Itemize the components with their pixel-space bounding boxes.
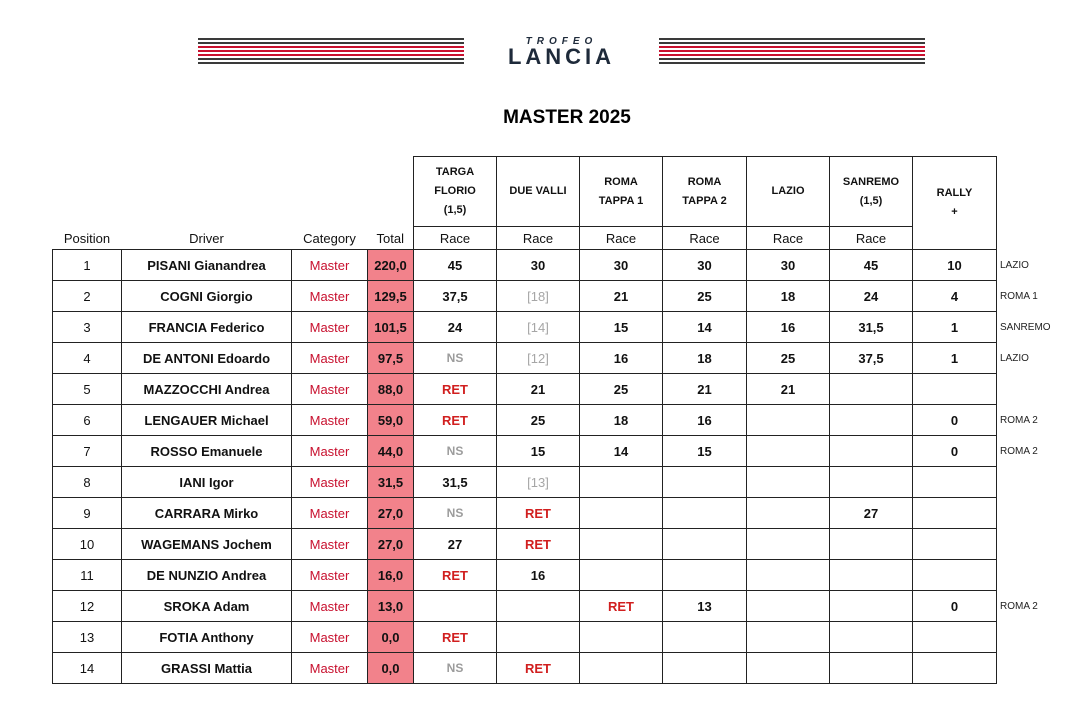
race-header-roma-tappa-1 [580, 157, 663, 227]
header-spacer [292, 157, 368, 227]
category-cell: Master [292, 343, 368, 374]
race-header-due-valli [497, 157, 580, 227]
rally-note [997, 622, 1057, 653]
table-row [53, 281, 1057, 312]
header-spacer [122, 157, 292, 227]
result-cell: 45 [414, 250, 497, 281]
result-cell [414, 591, 497, 622]
result-cell: 25 [580, 374, 663, 405]
driver-cell: COGNI Giorgio [122, 281, 292, 312]
header-spacer [997, 157, 1057, 227]
result-cell [830, 622, 913, 653]
result-cell: RET [497, 529, 580, 560]
result-cell [830, 436, 913, 467]
result-cell: 24 [830, 281, 913, 312]
column-header-driver: Driver [189, 231, 224, 246]
position-cell: 2 [53, 281, 122, 312]
category-cell: Master [292, 560, 368, 591]
position-cell: 10 [53, 529, 122, 560]
total-cell: 59,0 [368, 405, 414, 436]
position-cell: 14 [53, 653, 122, 684]
table-row [53, 467, 1057, 498]
rally-cell [913, 374, 997, 405]
category-cell: Master [292, 622, 368, 653]
rally-note [997, 467, 1057, 498]
race-header-sanremo [830, 157, 913, 227]
table-row [53, 405, 1057, 436]
driver-cell: ROSSO Emanuele [122, 436, 292, 467]
category-cell: Master [292, 591, 368, 622]
category-cell: Master [292, 498, 368, 529]
header-spacer [997, 227, 1057, 250]
table-row [53, 529, 1057, 560]
position-cell: 5 [53, 374, 122, 405]
driver-cell: DE ANTONI Edoardo [122, 343, 292, 374]
result-cell [830, 529, 913, 560]
result-cell: 30 [747, 250, 830, 281]
race-type-label: Race [414, 227, 497, 250]
result-cell: 37,5 [414, 281, 497, 312]
rally-cell [913, 622, 997, 653]
position-cell: 8 [53, 467, 122, 498]
rally-note [997, 529, 1057, 560]
total-cell: 44,0 [368, 436, 414, 467]
total-cell: 88,0 [368, 374, 414, 405]
rally-note [997, 498, 1057, 529]
result-cell: RET [414, 622, 497, 653]
rally-title-line: RALLY [936, 187, 973, 199]
result-cell [580, 622, 663, 653]
result-cell [747, 467, 830, 498]
rally-note [997, 653, 1057, 684]
position-cell: 11 [53, 560, 122, 591]
result-cell: 15 [580, 312, 663, 343]
header-spacer [368, 157, 414, 227]
driver-cell: SROKA Adam [122, 591, 292, 622]
page-title: MASTER 2025 [503, 107, 631, 128]
result-cell: 24 [414, 312, 497, 343]
table-row [53, 312, 1057, 343]
result-cell [663, 467, 747, 498]
result-cell: 16 [497, 560, 580, 591]
rally-cell: 10 [913, 250, 997, 281]
logo-stripe [198, 38, 464, 40]
table-row [53, 591, 1057, 622]
table-row [53, 374, 1057, 405]
result-cell: [14] [497, 312, 580, 343]
result-cell [580, 529, 663, 560]
table-row [53, 250, 1057, 281]
result-cell: [12] [497, 343, 580, 374]
driver-cell: DE NUNZIO Andrea [122, 560, 292, 591]
category-cell: Master [292, 281, 368, 312]
result-cell: 15 [663, 436, 747, 467]
race-title-line: SANREMO [842, 175, 900, 188]
driver-cell: IANI Igor [122, 467, 292, 498]
rally-note [997, 560, 1057, 591]
rally-cell [913, 529, 997, 560]
result-cell: 16 [747, 312, 830, 343]
result-cell [663, 498, 747, 529]
result-cell: 13 [663, 591, 747, 622]
result-cell: RET [414, 405, 497, 436]
result-cell: 21 [497, 374, 580, 405]
logo-stripe [198, 62, 464, 64]
driver-cell: CARRARA Mirko [122, 498, 292, 529]
race-type-label: Race [580, 227, 663, 250]
total-cell: 97,5 [368, 343, 414, 374]
category-cell: Master [292, 467, 368, 498]
rally-cell: 1 [913, 343, 997, 374]
driver-cell: MAZZOCCHI Andrea [122, 374, 292, 405]
header-spacer [53, 157, 122, 227]
position-cell: 4 [53, 343, 122, 374]
logo-stripe [659, 54, 925, 56]
rally-cell [913, 653, 997, 684]
result-cell [663, 622, 747, 653]
result-cell [747, 498, 830, 529]
category-cell: Master [292, 653, 368, 684]
table-row [53, 343, 1057, 374]
result-cell [747, 622, 830, 653]
result-cell: 21 [580, 281, 663, 312]
rally-cell: 1 [913, 312, 997, 343]
driver-cell: FRANCIA Federico [122, 312, 292, 343]
column-header-row [53, 227, 1057, 250]
result-cell: 18 [663, 343, 747, 374]
column-header-total: Total [376, 231, 404, 246]
result-cell: NS [414, 498, 497, 529]
driver-cell: WAGEMANS Jochem [122, 529, 292, 560]
logo-stripe [659, 38, 925, 40]
table-row [53, 560, 1057, 591]
result-cell: 25 [497, 405, 580, 436]
result-cell [747, 529, 830, 560]
result-cell: [18] [497, 281, 580, 312]
total-cell: 13,0 [368, 591, 414, 622]
rally-note: SANREMO [1000, 321, 1051, 333]
category-cell: Master [292, 436, 368, 467]
total-cell: 31,5 [368, 467, 414, 498]
driver-cell: GRASSI Mattia [122, 653, 292, 684]
result-cell: 16 [580, 343, 663, 374]
category-cell: Master [292, 312, 368, 343]
race-title-line: (1,5) [443, 204, 467, 216]
logo-stripe [198, 50, 464, 52]
rally-cell [913, 467, 997, 498]
position-cell: 6 [53, 405, 122, 436]
result-cell: 14 [663, 312, 747, 343]
rally-header [913, 157, 997, 250]
result-cell: RET [580, 591, 663, 622]
logo-stripes-left [198, 38, 464, 66]
position-cell: 3 [53, 312, 122, 343]
race-title-line: TAPPA 2 [682, 194, 727, 207]
result-cell [747, 653, 830, 684]
result-cell: 37,5 [830, 343, 913, 374]
race-title-line: TARGA [435, 166, 475, 178]
table-row [53, 498, 1057, 529]
race-header-lazio [747, 157, 830, 227]
result-cell: 25 [747, 343, 830, 374]
race-header-targa-florio [414, 157, 497, 227]
logo-main-text: LANCIA [507, 44, 616, 69]
result-cell [830, 560, 913, 591]
total-cell: 220,0 [368, 250, 414, 281]
total-cell: 129,5 [368, 281, 414, 312]
logo-stripe [198, 42, 464, 44]
race-title-line: ROMA [687, 175, 722, 188]
category-cell: Master [292, 405, 368, 436]
result-cell [663, 653, 747, 684]
total-cell: 16,0 [368, 560, 414, 591]
result-cell: 15 [497, 436, 580, 467]
logo-stripe [659, 62, 925, 64]
result-cell: 16 [663, 405, 747, 436]
result-cell: 30 [580, 250, 663, 281]
total-cell: 0,0 [368, 622, 414, 653]
standings-body [53, 157, 1057, 684]
race-type-label: Race [497, 227, 580, 250]
result-cell [663, 560, 747, 591]
total-cell: 0,0 [368, 653, 414, 684]
category-cell: Master [292, 250, 368, 281]
race-type-label: Race [747, 227, 830, 250]
rally-note: ROMA 1 [1000, 290, 1038, 302]
race-type-label: Race [663, 227, 747, 250]
result-cell: 45 [830, 250, 913, 281]
position-cell: 9 [53, 498, 122, 529]
position-cell: 7 [53, 436, 122, 467]
rally-cell: 0 [913, 436, 997, 467]
race-title-line: TAPPA 1 [598, 194, 644, 207]
position-cell: 1 [53, 250, 122, 281]
result-cell [830, 467, 913, 498]
result-cell [747, 560, 830, 591]
column-header-category: Category [303, 231, 356, 246]
result-cell: 25 [663, 281, 747, 312]
driver-cell: FOTIA Anthony [122, 622, 292, 653]
logo-stripe [659, 46, 925, 48]
standings-table [52, 156, 1057, 684]
result-cell: 27 [830, 498, 913, 529]
result-cell: NS [414, 343, 497, 374]
result-cell [663, 529, 747, 560]
result-cell: 18 [580, 405, 663, 436]
rally-title-line: + [951, 206, 958, 218]
rally-cell [913, 560, 997, 591]
result-cell: 21 [747, 374, 830, 405]
position-cell: 12 [53, 591, 122, 622]
result-cell: 27 [414, 529, 497, 560]
race-type-label: Race [830, 227, 913, 250]
logo-stripes-right [659, 38, 925, 66]
result-cell: 14 [580, 436, 663, 467]
race-title-line: LAZIO [771, 185, 805, 197]
driver-cell: LENGAUER Michael [122, 405, 292, 436]
total-cell: 27,0 [368, 498, 414, 529]
rally-note: ROMA 2 [1000, 414, 1038, 426]
result-cell: 30 [497, 250, 580, 281]
race-header-row [53, 157, 1057, 227]
result-cell: RET [414, 560, 497, 591]
result-cell: 31,5 [414, 467, 497, 498]
rally-cell: 0 [913, 591, 997, 622]
rally-note [997, 374, 1057, 405]
result-cell: 18 [747, 281, 830, 312]
race-title-line: FLORIO [434, 185, 476, 197]
result-cell: RET [497, 653, 580, 684]
result-cell: RET [414, 374, 497, 405]
logo-stripe [659, 58, 925, 60]
result-cell [747, 436, 830, 467]
result-cell [580, 653, 663, 684]
driver-cell: PISANI Gianandrea [122, 250, 292, 281]
position-cell: 13 [53, 622, 122, 653]
category-cell: Master [292, 374, 368, 405]
race-title-line: (1,5) [859, 194, 883, 207]
result-cell: 30 [663, 250, 747, 281]
result-cell [747, 405, 830, 436]
race-header-roma-tappa-2 [663, 157, 747, 227]
race-title-line: DUE VALLI [509, 185, 567, 197]
result-cell [830, 591, 913, 622]
rally-note: LAZIO [1000, 259, 1029, 271]
result-cell [497, 622, 580, 653]
category-cell: Master [292, 529, 368, 560]
result-cell: [13] [497, 467, 580, 498]
logo-stripe [659, 50, 925, 52]
result-cell [830, 405, 913, 436]
result-cell: RET [497, 498, 580, 529]
total-cell: 101,5 [368, 312, 414, 343]
trofeo-lancia-logo [198, 36, 925, 72]
result-cell [830, 653, 913, 684]
rally-cell: 4 [913, 281, 997, 312]
rally-note: ROMA 2 [1000, 600, 1038, 612]
logo-stripe [659, 42, 925, 44]
result-cell [580, 560, 663, 591]
table-row [53, 436, 1057, 467]
rally-note: LAZIO [1000, 352, 1029, 364]
result-cell [747, 591, 830, 622]
column-header-position: Position [63, 231, 111, 246]
result-cell [580, 467, 663, 498]
rally-note: ROMA 2 [1000, 445, 1038, 457]
result-cell [830, 374, 913, 405]
table-row [53, 653, 1057, 684]
race-title-line: ROMA [604, 175, 638, 188]
table-row [53, 622, 1057, 653]
rally-cell [913, 498, 997, 529]
total-cell: 27,0 [368, 529, 414, 560]
result-cell: NS [414, 436, 497, 467]
rally-cell: 0 [913, 405, 997, 436]
result-cell: NS [414, 653, 497, 684]
logo-stripe [198, 58, 464, 60]
result-cell: 21 [663, 374, 747, 405]
logo-top-text: TROFEO [525, 36, 598, 47]
logo-stripe [198, 46, 464, 48]
result-cell: 31,5 [830, 312, 913, 343]
logo-stripe [198, 54, 464, 56]
result-cell [580, 498, 663, 529]
result-cell [497, 591, 580, 622]
